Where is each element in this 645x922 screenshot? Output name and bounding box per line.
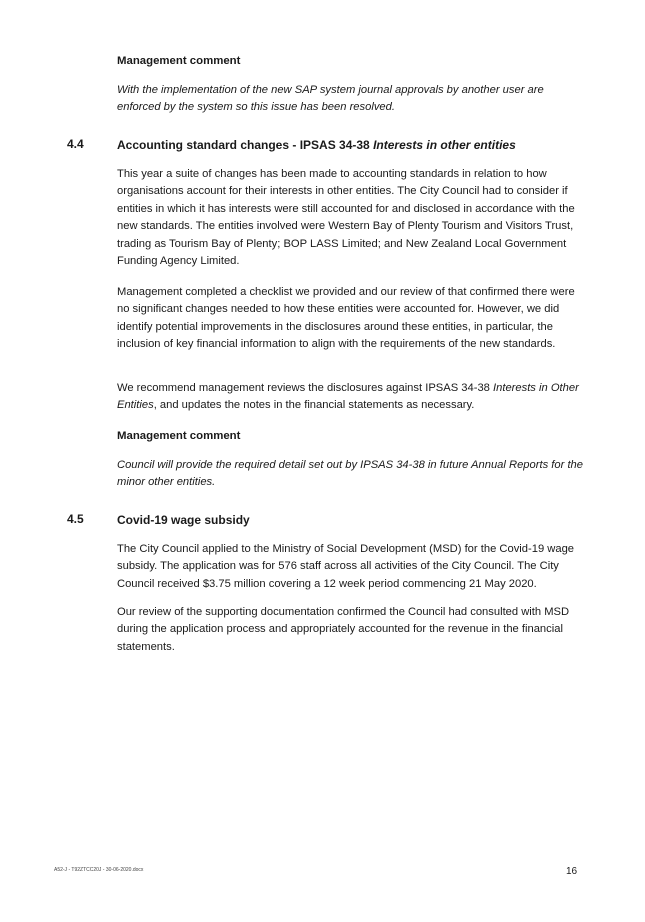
section-title-text: Accounting standard changes - IPSAS 34-38 <box>117 138 374 152</box>
management-comment-text: With the implementation of the new SAP system journal approvals by another user are enforced by the system so this issue has been resolved. <box>117 84 544 114</box>
paragraph: This year a suite of changes has been made to accounting standards in relation to how organisations account for their interests in other entities. The City Council had to consider if entities in which it has interests were still accounted for and disclosed in accordance with the new standards. The entities involved were Western Bay of Plenty Tourism and Visitors Trust, trading as Tourism Bay of Plenty; BOP LASS Limited; and New Zealand Local Government Funding Agency Limited. <box>117 168 575 268</box>
section-title <box>117 137 587 154</box>
section-title-italic: Interests in other entities <box>373 138 516 152</box>
paragraph <box>117 380 587 415</box>
paragraph: Management completed a checklist we provided and our review of that confirmed there were no significant changes needed to how these entities were accounted for. However, we did identify potential improvements in the disclosures around these entities, in particular, the inclusion of key financial information to align with the requirements of the new standards. <box>117 286 575 351</box>
management-comment-heading: Management comment <box>117 55 241 67</box>
management-comment-text: Council will provide the required detail set out by IPSAS 34-38 in future Annual Reports for the minor other entities. <box>117 459 583 489</box>
paragraph-italic: Interests in Other Entities <box>117 382 579 412</box>
paragraph-text: We recommend management reviews the disclosures against IPSAS 34-38 <box>117 382 493 394</box>
paragraph: The City Council applied to the Ministry of Social Development (MSD) for the Covid-19 wage subsidy. The application was for 576 staff across all activities of the City Council. The City Council received $3.75 million covering a 12 week period commencing 21 May 2020. <box>117 543 575 590</box>
footer-document-reference: A52-J - T92ZTCC20J - 30-06-2020.docx <box>54 867 144 873</box>
paragraph-text: , and updates the notes in the financial statements as necessary. <box>153 399 475 412</box>
section-number: 4.5 <box>67 512 84 526</box>
section-number: 4.4 <box>67 137 84 151</box>
page-number: 16 <box>566 866 578 877</box>
section-title: Covid-19 wage subsidy <box>117 513 250 527</box>
management-comment-heading: Management comment <box>117 430 241 442</box>
paragraph: Our review of the supporting documentation confirmed the Council had consulted with MSD during the application process and appropriately accounted for the revenue in the financial statements. <box>117 606 570 653</box>
